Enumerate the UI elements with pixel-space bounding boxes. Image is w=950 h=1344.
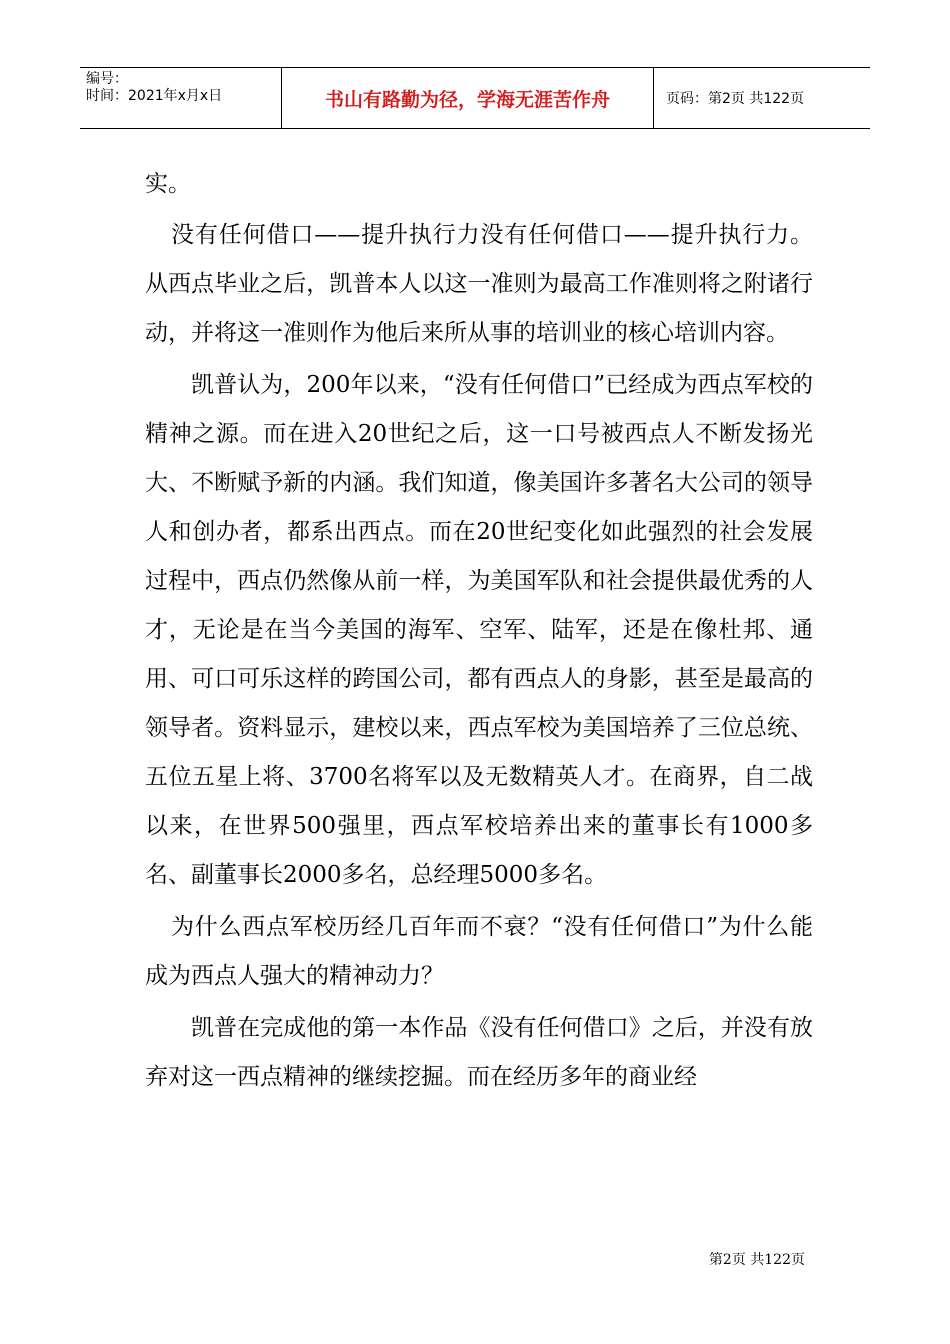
paragraph: 没有任何借口——提升执行力没有任何借口——提升执行力。从西点毕业之后，凯普本人以这一准则为最高工作准则将之附诸行动，并将这一准则作为他后来所从事的培训业的核心培训内容。 (145, 222, 813, 346)
paragraph-continuation: 实。 (145, 171, 191, 197)
header-page-number: 页码：第2页 共122页 (666, 91, 805, 107)
paragraph: 凯普在完成他的第一本作品《没有任何借口》之后，并没有放弃对这一西点精神的继续挖掘。而在经历多年的商业经 (145, 1015, 813, 1090)
header-motto: 书山有路勤为径，学海无涯苦作舟 (282, 68, 654, 128)
header-meta (80, 68, 282, 128)
page-footer: 第2页 共122页 (708, 1252, 805, 1268)
document-body (145, 160, 813, 1102)
paragraph: 凯普认为，200年以来，“没有任何借口”已经成为西点军校的精神之源。而在进入20世纪之后，这一口号被西点人不断发扬光大、不断赋予新的内涵。我们知道，像美国许多著名大公司的领导人和创办者，都系出西点。而在20世纪变化如此强烈的社会发展过程中，西点仍然像从前一样，为美国军队和社会提供最优秀的人才，无论是在当今美国的海军、空军、陆军，还是在像杜邦、通用、可口可乐这样的跨国公司，都有西点人的身影，甚至是最高的领导者。资料显示，建校以来，西点军校为美国培养了三位总统、五位五星上将、3700名将军以及无数精英人才。在商界，自二战以来，在世界500强里，西点军校培养出来的董事长有1000多名、副董事长2000多名，总经理5000多名。 (145, 372, 813, 888)
paragraph: 为什么西点军校历经几百年而不衰？“没有任何借口”为什么能成为西点人强大的精神动力？ (145, 914, 813, 989)
document-time-label: 时间：2021年x月x日 (86, 88, 223, 104)
page-header (80, 67, 870, 129)
document-number-label: 编号： (86, 71, 128, 87)
